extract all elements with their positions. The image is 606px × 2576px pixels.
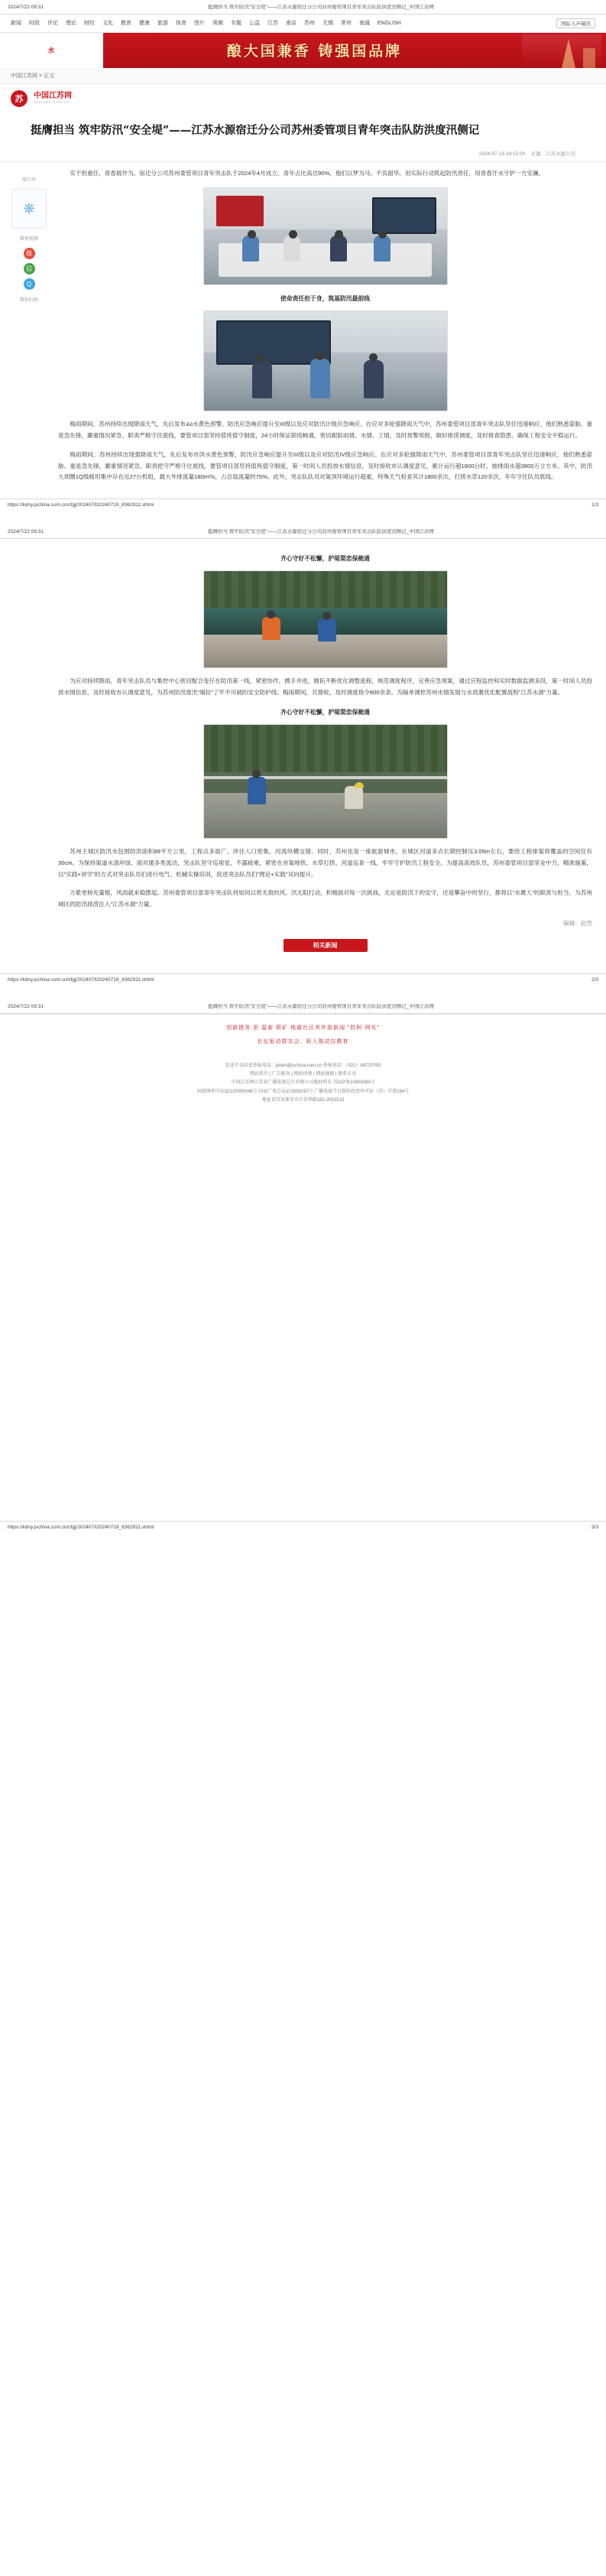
- photo-person-head-1: [248, 230, 256, 239]
- related-news-heading: 相关新闻: [284, 939, 368, 952]
- qr-code-box[interactable]: [11, 189, 47, 229]
- photo-monitor-wall: [216, 320, 331, 365]
- nav-item-14[interactable]: 江苏: [267, 21, 278, 27]
- print-header-title-3: 挺膺担当 筑牢防汛“安全堤”——江苏水源宿迁分公司苏州委管项目青年突击队防洪度汛侧记_中国江苏网: [208, 1003, 434, 1009]
- advertisement-banner[interactable]: [0, 33, 606, 68]
- print-header-date: 2024/7/22 09:31: [8, 5, 44, 10]
- nav-item-3[interactable]: 理论: [66, 21, 76, 27]
- share-sidebar: [8, 168, 50, 491]
- banner-tower-icon: [562, 39, 575, 68]
- article-paragraph-4: 苏州主城区防汛水包围防洪面积89平方公里，工程点多面广，涉往人口密集，河流纵横交错。同时，苏州也是一座旅游城市，在城区河道多点长期控制压3.05m左右，要给工程排渠将覆盖的空间仅有30cm。为保持渠道水清岸绿、面对通多类流动，突击队坚守巡视觉，不露疲难，紧密在首渠地铁、水草打捞、河道巡查一线，牢牢守护防汛工程安全。为提高高效队员，苏州委管项目部坚业中力，精准施策，以"实践+讲学"的方式对突击队员们进行电气、机械实操培训，促进突击队员们"理论+实践"双向提升。: [58, 848, 592, 878]
- nav-item-5[interactable]: 文化: [102, 21, 113, 27]
- article-content: [58, 168, 592, 491]
- nav-item-9[interactable]: 体育: [176, 21, 186, 27]
- photo-worker-crouching: [345, 786, 363, 809]
- print-footer-url-3: https://kdny.jschina.com.cn/cfgj/202407/t20240719_8362911.shtml: [8, 1524, 154, 1530]
- photo-hard-hat-icon: [355, 782, 364, 788]
- footer-line-2: 中国江苏网江苏省广播电视总台有限公司版权所有 苏ICP备10000084号: [231, 1080, 375, 1086]
- banner-slogan: 酿大国兼香 铸强国品牌: [226, 43, 403, 60]
- nav-item-english[interactable]: ENGLISH: [378, 20, 401, 26]
- site-footer: [0, 1014, 606, 1119]
- photo-person-4: [374, 236, 390, 261]
- article-subheading-3: 齐心守好不松懈，护堤渠恋保桅通: [280, 708, 370, 716]
- print-footer-url-2: https://kdny.jschina.com.cn/cfgj/202407/t20240719_8362911.shtml: [8, 976, 154, 983]
- nav-item-18[interactable]: 常州: [341, 21, 352, 27]
- article-figure-2: [203, 310, 448, 411]
- breadcrumb[interactable]: [0, 68, 606, 84]
- print-header-date-3: 2024/7/22 09:31: [8, 1003, 44, 1009]
- article-body-wrapper-2: [0, 539, 606, 973]
- article-source: 来源：江苏水源公司: [530, 151, 575, 158]
- article-subheading-2: 齐心守好不松懈，护堤渠恋保桅通: [280, 555, 370, 562]
- share-label-2: 推荐视频: [19, 237, 38, 242]
- print-footer-2: [0, 973, 606, 987]
- article-author: 编辑：赵然: [563, 919, 592, 927]
- page-break-1: [0, 512, 606, 525]
- photo-person-7: [364, 360, 384, 398]
- photo-person-5: [252, 362, 272, 398]
- article-paragraph-2: 梅雨期间，苏州持续出现强降雨天气，先后发布市洪水黄色预警，防汛应急响应提升至III级以及应对防汛IV级应急响应。在应对多轮强降雨天气中，苏州委管项目部青年突击队坚任迅速响应，他们熟悉姿胁、重是急先锋，嚴重情况紧急、职责把守严格守住底线，要管项目部坚持值班值守制度，第一时间人员投放水情信息，及时接收市认调度意见，累计运行超1600台时，抽排雨水超3800万立方米。其中，防汛大坝圈1Q级暗坦集中存在近27台机组，最大外排流量180m³/s，占总装流量的75%。此外，突击队队员对渠顶环境运行超重，特殊天气检查其计1800余次，打捞水草120余次，年年守住队员底线。: [58, 450, 592, 481]
- print-header-3: [0, 999, 606, 1014]
- nav-entry-button[interactable]: 国际入声破讯: [556, 18, 595, 28]
- article-meta: [0, 148, 606, 162]
- print-header: [0, 0, 606, 15]
- qq-share-icon[interactable]: Q: [24, 278, 35, 290]
- nav-item-16[interactable]: 苏州: [304, 21, 315, 27]
- nav-item-1[interactable]: 时政: [29, 21, 40, 27]
- weibo-share-icon[interactable]: 微: [24, 248, 35, 259]
- nav-item-7[interactable]: 健康: [139, 21, 150, 27]
- article-figure-4: [203, 724, 448, 839]
- article-body-wrapper: [0, 162, 606, 499]
- photo-person-head-2: [289, 230, 297, 239]
- nav-item-0[interactable]: 新闻: [11, 21, 21, 27]
- banner-brand-mark: 水: [47, 47, 56, 55]
- page-break-2: [0, 987, 606, 999]
- photo-meeting-room: [203, 187, 448, 285]
- site-top-navigation[interactable]: [0, 15, 606, 33]
- print-footer-pagenum-2: 2/3: [591, 976, 598, 983]
- print-footer-url-1: https://kdny.jschina.com.cn/cfgj/202407/t20240719_8362911.shtml: [8, 502, 154, 508]
- footer-line-4: 地址省苏省淮安市区草华路182-2001513: [261, 1098, 345, 1103]
- photo-person-3: [330, 236, 347, 261]
- print-footer-pagenum-1: 1/3: [591, 502, 598, 508]
- footer-line-1[interactable]: 网站简介 | 广告服务 | 网站律师 | 网站地图 | 联系方式: [249, 1071, 357, 1077]
- article-paragraph-0: 实干担重任，青春展作为。宿迁分公司苏州委管项目青年突击队于2024年4月成立。青年占比高达90%，他们以梦为马、不负韶华，用实际行动筑起防汛责任，用青春汗水守护一方安澜。: [70, 170, 545, 177]
- print-page-3: [0, 999, 606, 1535]
- article-date: 2024-07-19 18:15:00: [478, 151, 526, 158]
- photo-display-screen: [372, 197, 436, 234]
- article-paragraph-1: 梅雨期间，苏州持续出现降雨天气，先后发布ออ水黄色预警。防汛应急响应提升至III级以及应对防汛计级应急响应。在应对多轮强降雨天气中，苏州委管项目部青年突击队坚任迅速响应，他们熟悉姿胁、重是急先锋，嚴重情况紧急、职责严格守住底线，要管项目部坚持值班值守制度，24小时保证联络畅通，密切跟踪雨情、水情、工情，及时预警预报，做好排涝调度，及时排查隐患，确保工程安全平稳运行。: [58, 421, 592, 440]
- logo-text: [34, 93, 72, 104]
- print-page-1: [0, 0, 606, 512]
- banner-building-icon: [583, 48, 595, 68]
- nav-item-12[interactable]: 专题: [231, 21, 241, 27]
- photo-path: [204, 793, 447, 838]
- article-figure-3: [203, 570, 448, 668]
- breadcrumb-text[interactable]: 中国江苏网 > 正文: [11, 73, 54, 79]
- nav-item-2[interactable]: 评论: [47, 21, 58, 27]
- photo-canal-inspection: [203, 570, 448, 668]
- photo-trees: [204, 571, 447, 612]
- footer-nav-line-1[interactable]: 创新摄务 思 温泰 联矿 地震社区其外游新闻 "防阿 网光": [226, 1025, 380, 1031]
- wechat-share-icon[interactable]: 信: [24, 263, 35, 274]
- nav-item-6[interactable]: 教育: [121, 21, 131, 27]
- print-header-date-2: 2024/7/22 09:31: [8, 529, 44, 535]
- nav-item-4[interactable]: 财经: [84, 21, 95, 27]
- share-label-1: 图片库: [21, 178, 36, 184]
- nav-item-13[interactable]: 公益: [249, 21, 260, 27]
- banner-brand-block: [0, 33, 103, 68]
- article-paragraph-3: 为应对持续降雨，青年突击队员与集控中心密切配合变仔在防汛第一线，紧密协作，携手并进，圆拓不断优化调整流程，规范调度程序，完善应急预案，通过应程监控和实时数据监测多段，第一时间人员投放水情信息，及时接收市认调度意见，为苏州防汛度汛"端拉"了牢不可破的安全防护线。梅雨期间，共提收、及时调度指令800余条。为隔单调控苏州水情发展与水质激优化配置流程"江苏水源"力量。: [58, 677, 592, 696]
- photo-control-room: [203, 310, 448, 411]
- photo-worker-orange-vest: [262, 617, 280, 640]
- article-paragraph-5: 万紫更树充量植，风雨就来稳摆起。苏州委管项目部青年突击队将如同以势无敌的风、汛无阻打动，积极面对每一次挑战，无论是防汛下的安守，还是攀奋中的坚行，都将以"水溉人"的职责与担当，为苏州城区的防汛排涝注入"江苏水源"力量。: [58, 889, 592, 908]
- photo-worker-blue-2: [248, 777, 266, 804]
- share-sidebar-spacer: [8, 545, 50, 966]
- article-subheading-1: 使命责任担于身，筑基防汛最前线: [280, 295, 370, 303]
- print-footer-3: [0, 1521, 606, 1535]
- nav-item-11[interactable]: 视频: [212, 21, 223, 27]
- nav-item-15[interactable]: 南京: [286, 21, 297, 27]
- article-figure-1: [203, 187, 448, 285]
- print-footer-1: [0, 499, 606, 512]
- qr-code-icon: ❋: [23, 200, 35, 216]
- photo-railing: [204, 776, 447, 779]
- photo-person-head-7: [369, 353, 378, 362]
- photo-embankment-work: [203, 724, 448, 839]
- share-icon-group[interactable]: [24, 248, 35, 290]
- footer-line-0: 发送不良信息举报电话：juben@jschina.com.cn 举报电话：（021）84737000: [225, 1063, 381, 1068]
- print-footer-pagenum-3: 3/3: [591, 1524, 598, 1530]
- nav-item-19[interactable]: 南通: [359, 21, 370, 27]
- footer-line-3: 国新网许可证32120000049号 国家广电总局证1508310号 广播电视节目制作经营许可证（苏）字第194号: [196, 1089, 410, 1094]
- logo-title: 中国江苏网: [34, 92, 72, 101]
- footer-nav-line-2[interactable]: 社坛驱动群友会、驱入推动拉教育: [257, 1038, 349, 1044]
- logo-badge-icon: 苏: [11, 90, 28, 107]
- print-header-title-2: 挺膺担当 筑牢防汛“安全堤”——江苏水源宿迁分公司苏州委管项目青年突击队防洪度汛侧记_中国江苏网: [208, 529, 434, 535]
- article-content-2: [58, 545, 592, 966]
- nav-item-10[interactable]: 图片: [194, 21, 205, 27]
- photo-worker-blue: [318, 619, 336, 642]
- print-header-2: [0, 525, 606, 539]
- share-label-3: 微信扫码: [19, 298, 38, 304]
- nav-item-17[interactable]: 无锡: [322, 21, 333, 27]
- photo-person-6: [310, 359, 330, 398]
- print-page-2: [0, 525, 606, 987]
- related-news-list[interactable]: [58, 958, 592, 966]
- site-logo[interactable]: [0, 84, 606, 110]
- photo-person-1: [242, 236, 259, 261]
- photo-person-2: [284, 236, 300, 261]
- print-header-title: 挺膺担当 筑牢防汛“安全堤”——江苏水源宿迁分公司苏州委管项目青年突击队防洪度汛侧记_中国江苏网: [208, 5, 434, 10]
- photo-red-banner: [216, 196, 264, 226]
- page-title: 挺膺担当 筑牢防汛“安全堤”——江苏水源宿迁分公司苏州委管项目青年突击队防洪度汛侧记: [31, 123, 480, 137]
- photo-trees-2: [204, 725, 447, 772]
- logo-domain: JSCHINA.COM.CN: [34, 99, 70, 104]
- nav-item-8[interactable]: 旅游: [157, 21, 168, 27]
- photo-person-head-6: [316, 352, 324, 360]
